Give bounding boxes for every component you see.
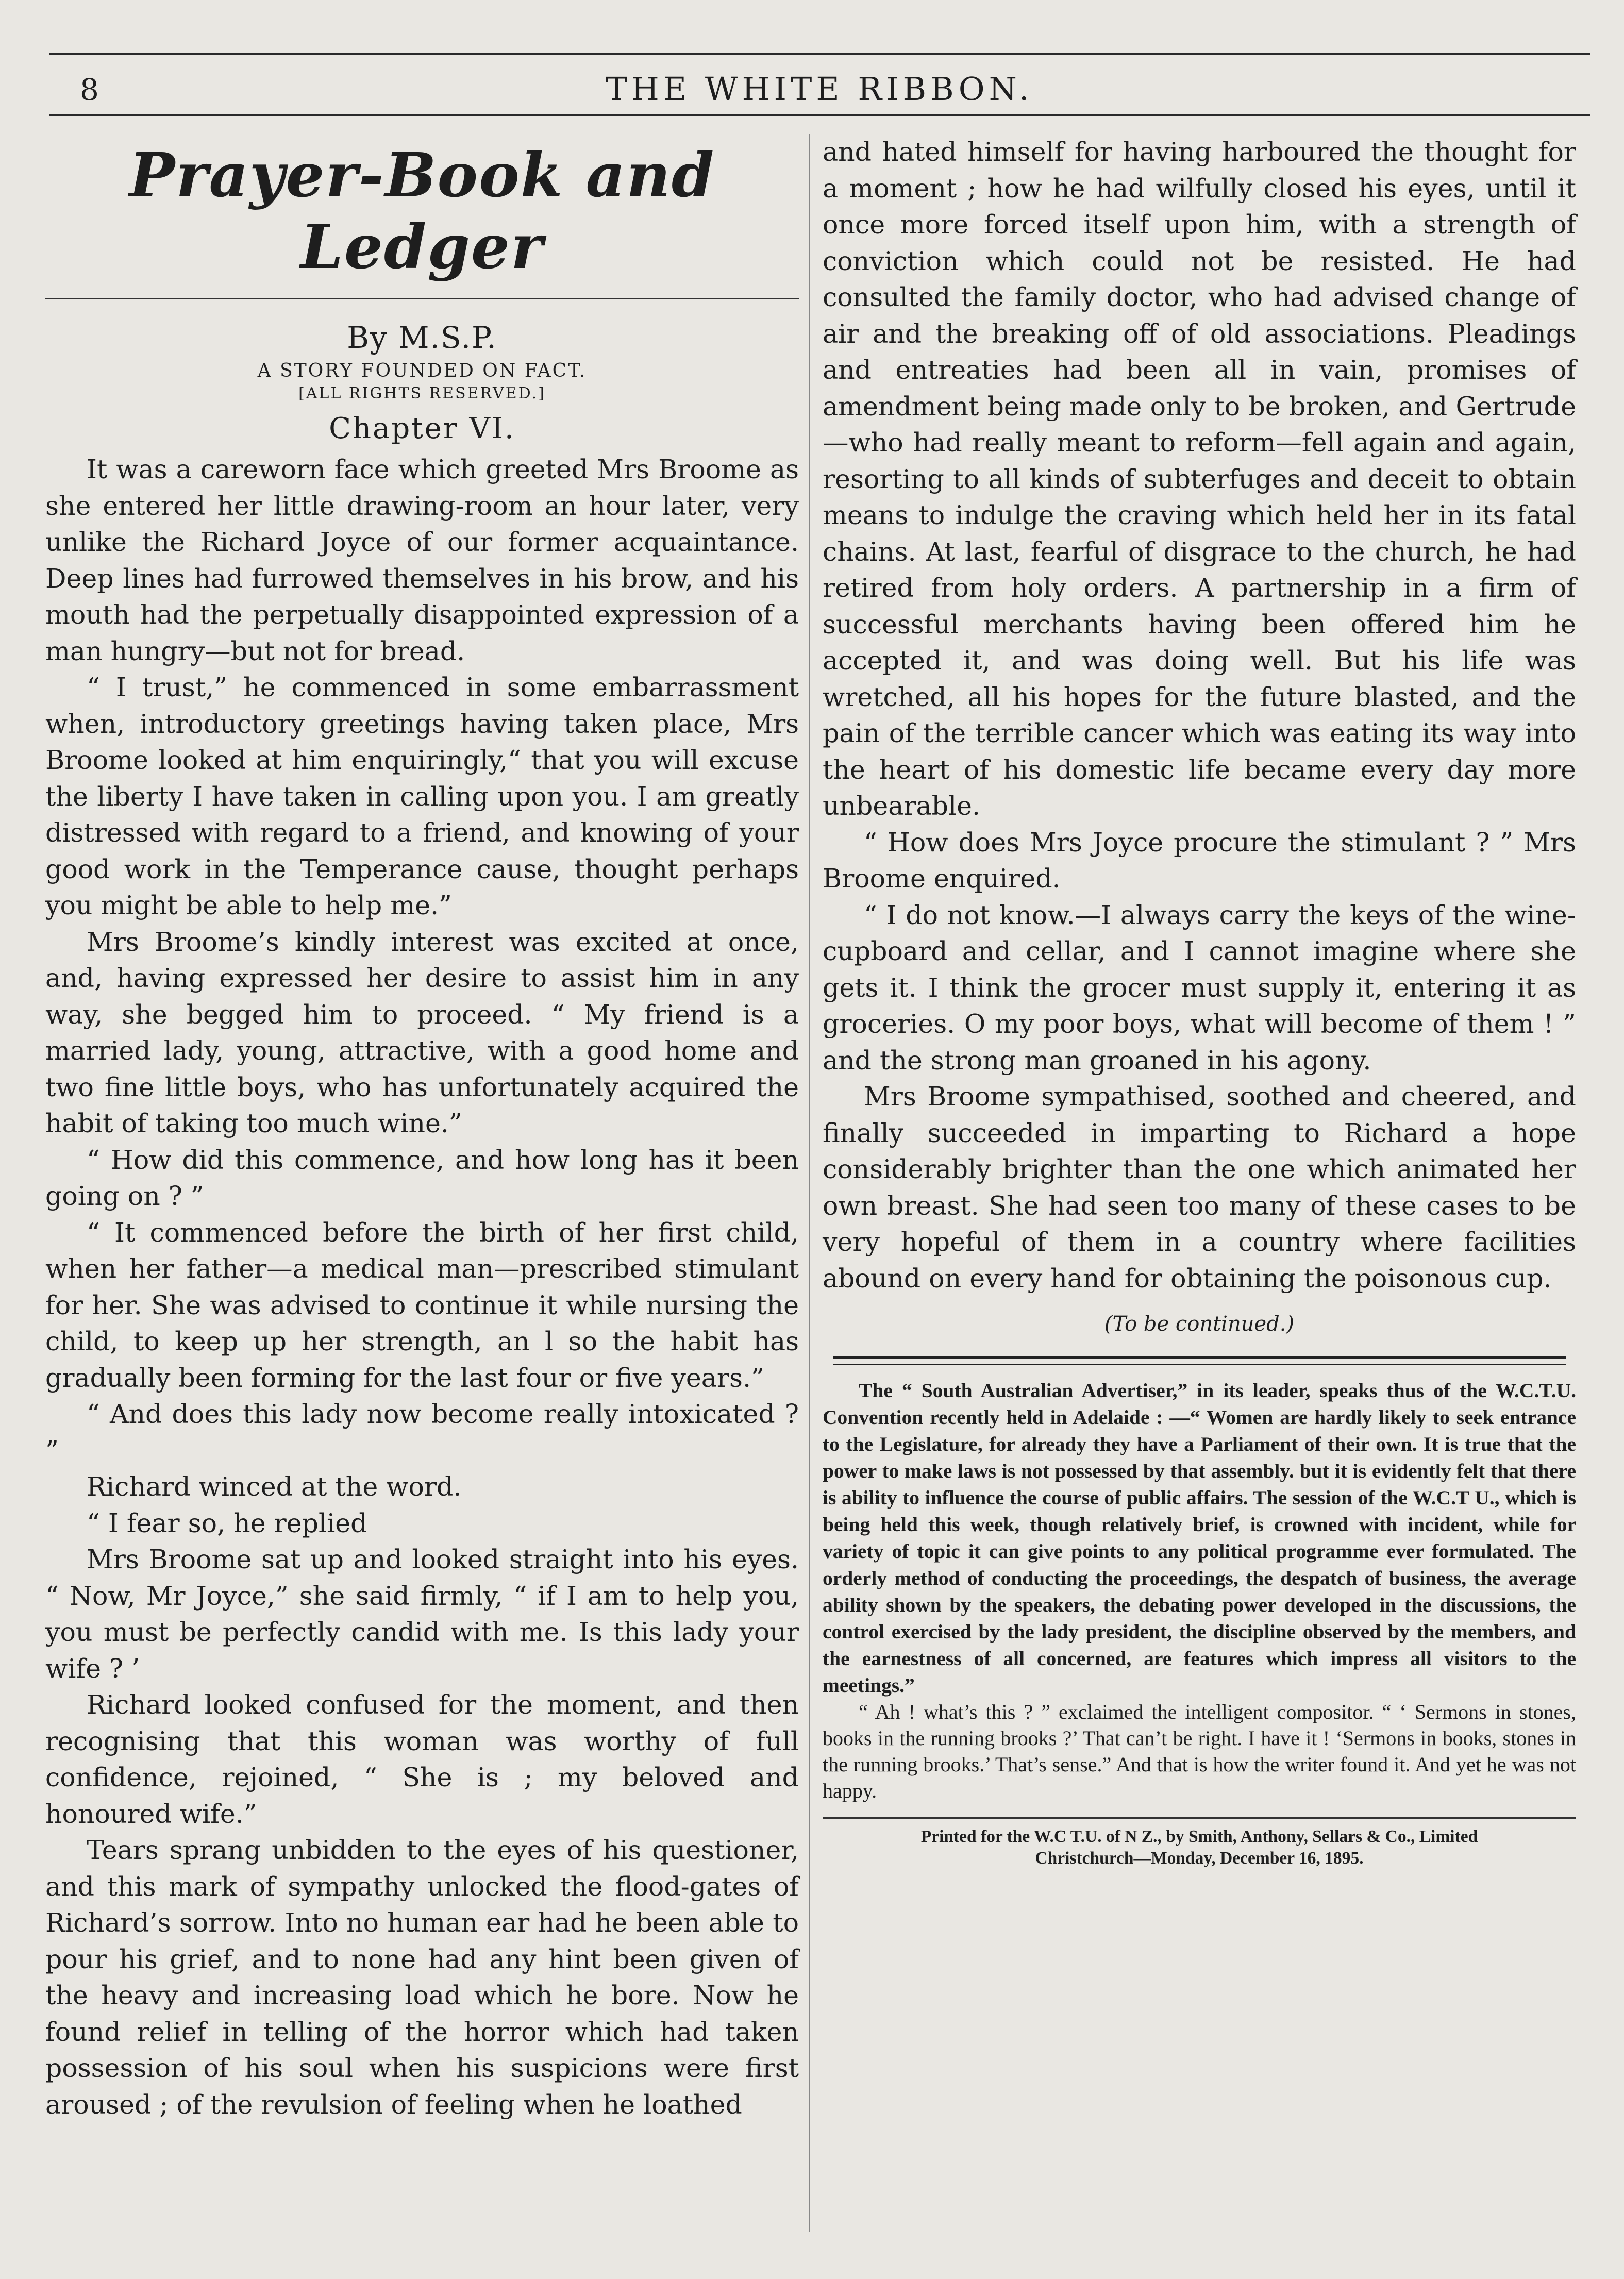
news-paragraph: The “ South Australian Advertiser,” in its leader, speaks thus of the W.C.T.U. Convention recently held in Adelaide : —“ Women are hardly likely to seek entrance to the Legislature, for already they have a Parliament of their own. It is true that the power to make laws is not possessed by that assembly. but it is evidently felt that there is ability to influence the course of public affairs. The session of the W.C.T U., which is being held this week, though relatively brief, is crowned with incident, while for variety of topic it can give points to any political programme ever formulated. The orderly method of conducting the proceedings, the despatch of business, the average ability shown by the speakers, the debating power developed in the discussions, the control exercised by the lady president, the discipline observed by the members, and the earnestness of all concerned, are features which impress all visitors to the meetings.”: [823, 1379, 1576, 1697]
story-paragraph: “ How did this commence, and how long has it been going on ? ”: [45, 1144, 799, 1211]
story-paragraph: It was a careworn face which greeted Mrs Broome as she entered her little drawing-room an hour later, very unlike the Richard Joyce of our former acquaintance. Deep lines had furrowed themselves in his brow, and his mouth had the perpetually disappointed expression of a man hungry—but not for bread.: [45, 454, 799, 666]
story-paragraph: “ It commenced before the birth of her first child, when her father—a medical man—prescribed stimulant for her. She was advised to continue it while nursing the child, to keep up her strength, an l so the habit has gradually been forming for the last four or five years.”: [45, 1217, 799, 1393]
story-paragraph: Richard looked confused for the moment, and then recognising that this woman was worthy of full confidence, rejoined, “ She is ; my beloved and honoured wife.”: [45, 1689, 799, 1829]
printer-imprint-line2: Christchurch—Monday, December 16, 1895.: [1035, 1849, 1364, 1868]
story-paragraph: “ How does Mrs Joyce procure the stimulant ? ” Mrs Broome enquired.: [823, 827, 1576, 894]
story-paragraph: “ And does this lady now become really intoxicated ? ”: [45, 1399, 799, 1466]
top-rule: [49, 53, 1590, 55]
story-subtitle: A STORY FOUNDED ON FACT.: [257, 360, 587, 381]
page-header: [49, 62, 1590, 113]
page-number: 8: [80, 72, 99, 107]
story-paragraph: “ I trust,” he commenced in some embarrassment when, introductory greetings having taken place, Mrs Broome looked at him enquiringly,“ that you will excuse the liberty I have taken in calling upon you. I am greatly distressed with regard to a friend, and knowing of your good work in the Temperance cause, thought perhaps you might be able to help me.”: [45, 672, 799, 920]
to-be-continued: (To be continued.): [1104, 1312, 1295, 1336]
story-paragraph: Mrs Broome sat up and looked straight into his eyes. “ Now, Mr Joyce,” she said firmly, “ if I am to help you, you must be perfectly candid with me. Is this lady your wife ? ’: [45, 1544, 799, 1684]
rights-notice: [ALL RIGHTS RESERVED.]: [298, 384, 546, 403]
header-rule: [49, 114, 1590, 116]
left-column: [45, 134, 799, 2123]
chapter-heading: Chapter VI.: [329, 412, 515, 445]
story-paragraph: “ I fear so, he replied: [87, 1507, 367, 1538]
right-column: [823, 134, 1576, 1869]
byline: By M.S.P.: [347, 320, 497, 355]
title-rule: [45, 298, 799, 299]
story-paragraph: Mrs Broome’s kindly interest was excited at once, and, having expressed her desire to assist him in any way, she begged him to proceed. “ My friend is a married lady, young, attractive, with a good home and two fine little boys, who has unfortunately acquired the habit of taking too much wine.”: [45, 926, 799, 1138]
story-paragraph: “ I do not know.—I always carry the keys of the wine-cupboard and cellar, and I cannot imagine where she gets it. I think the grocer must supply it, entering it as groceries. O my poor boys, what will become of them ! ” and the strong man groaned in his agony.: [823, 899, 1576, 1076]
story-paragraph: and hated himself for having harboured the thought for a moment ; how he had wilfully closed his eyes, until it once more forced itself upon him, with a strength of conviction which could not be resisted. He had consulted the family doctor, who had advised change of air and the breaking off of old associations. Pleadings and entreaties had been all in vain, promises of amendment being made only to be broken, and Gertrude—who had really meant to reform—fell again and again, resorting to all kinds of subterfuges and deceit to obtain means to indulge the craving which held her in its fatal chains. At last, fearful of disgrace to the church, he had retired from holy orders. A partnership in a firm of successful merchants having been offered him he accepted it, and was doing well. But his life was wretched, all his hopes for the future blasted, and the pain of the terrible cancer which was eating its way into the heart of his domestic life became every day more unbearable.: [823, 137, 1576, 821]
quip-paragraph: “ Ah ! what’s this ? ” exclaimed the intelligent compositor. “ ‘ Sermons in stones, books in the running brooks ?’ That can’t be right. I have it ! ‘Sermons in books, stones in the running brooks.’ That’s sense.” And that is how the writer found it. And yet he was not happy.: [823, 1700, 1576, 1802]
column-divider: [809, 134, 810, 2232]
masthead: THE WHITE RIBBON.: [606, 70, 1033, 108]
story-paragraph: Mrs Broome sympathised, soothed and cheered, and finally succeeded in imparting to Richard a hope considerably brighter than the one which animated her own breast. She had seen too many of these cases to be very hopeful of them in a country where facilities abound on every hand for obtaining the poisonous cup.: [823, 1081, 1576, 1294]
story-paragraph: Tears sprang unbidden to the eyes of his questioner, and this mark of sympathy unlocked the flood-gates of Richard’s sorrow. Into no human ear had he been able to pour his grief, and to none had any hint been given of the heavy and increasing load which he bore. Now he found relief in telling of the horror which had taken possession of his soul when his suspicions were first aroused ; of the revulsion of feeling when he loathed: [45, 1835, 799, 2120]
printer-imprint-line1: Printed for the W.C T.U. of N Z., by Smith, Anthony, Sellars & Co., Limited: [920, 1827, 1478, 1846]
story-title: Prayer-Book and Ledger: [129, 139, 715, 282]
story-paragraph: Richard winced at the word.: [87, 1471, 462, 1502]
section-double-rule: [833, 1356, 1566, 1365]
footer-rule: [823, 1817, 1576, 1819]
